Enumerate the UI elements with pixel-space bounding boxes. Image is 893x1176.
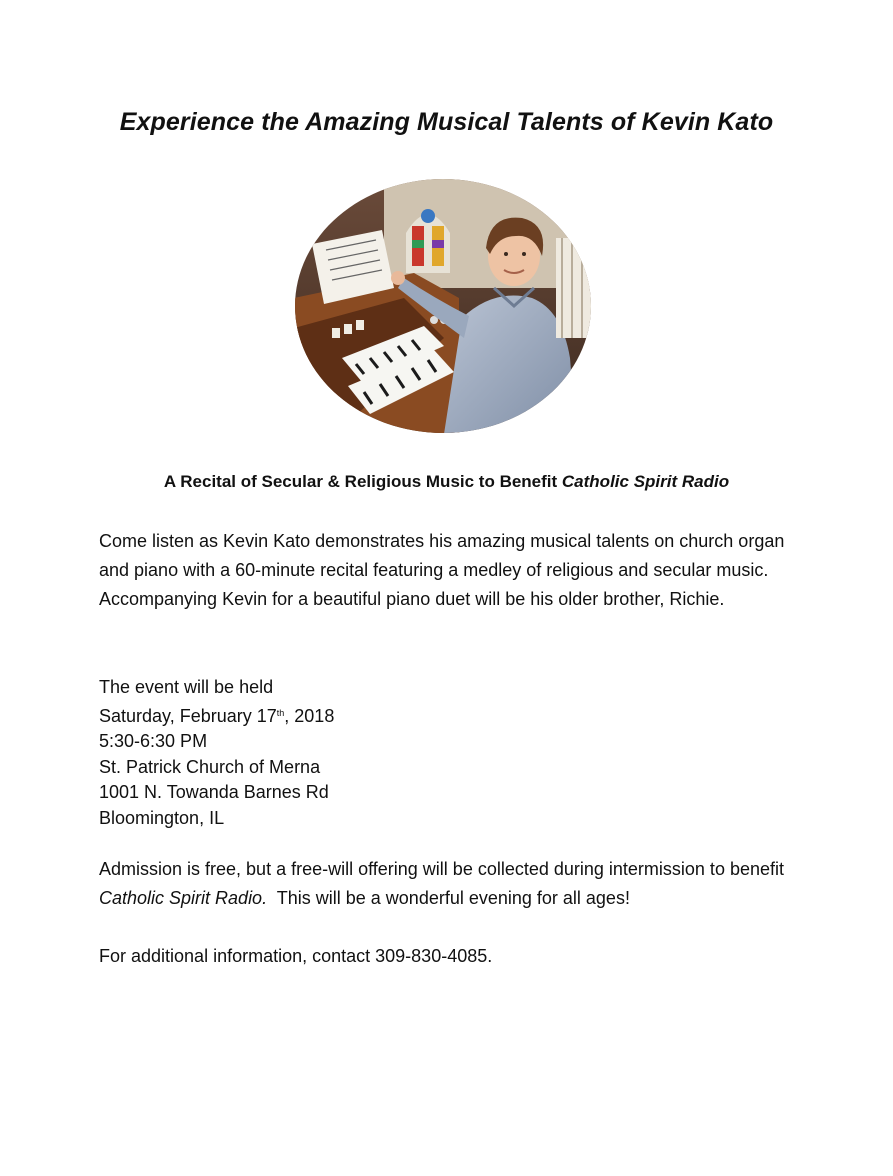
event-date-prefix: Saturday, February 17 xyxy=(99,705,277,726)
event-details xyxy=(99,675,789,832)
admission-paragraph xyxy=(99,855,789,913)
admission-before: Admission is free, but a free-will offering will be collected during intermission to benefit xyxy=(99,859,784,879)
recital-subtitle xyxy=(0,472,893,492)
event-date xyxy=(99,701,789,730)
event-date-year: , 2018 xyxy=(284,705,335,726)
contact-line: For additional information, contact 309-830-4085. xyxy=(99,946,493,966)
event-intro-line: The event will be held xyxy=(99,677,274,697)
event-street: 1001 N. Towanda Barnes Rd xyxy=(99,782,329,803)
subtitle-lead: A Recital of Secular & Religious Music to Benefit xyxy=(163,472,562,491)
event-time: 5:30-6:30 PM xyxy=(99,731,208,752)
event-venue: St. Patrick Church of Merna xyxy=(99,756,321,777)
admission-beneficiary: Catholic Spirit Radio. xyxy=(99,888,268,908)
event-date-suffix: th xyxy=(276,707,285,718)
flyer-title: Experience the Amazing Musical Talents of Kevin Kato xyxy=(119,108,774,136)
intro-paragraph: Come listen as Kevin Kato demonstrates his amazing musical talents on church organ and piano with a 60-minute recital featuring a medley of religious and secular music. Accompanying Kevin for a beautiful piano duet will be his older brother, Richie. xyxy=(99,531,785,609)
event-city: Bloomington, IL xyxy=(99,807,225,828)
subtitle-beneficiary: Catholic Spirit Radio xyxy=(561,472,730,491)
admission-after: This will be a wonderful evening for all ages! xyxy=(267,888,630,908)
organist-photo xyxy=(294,178,592,434)
